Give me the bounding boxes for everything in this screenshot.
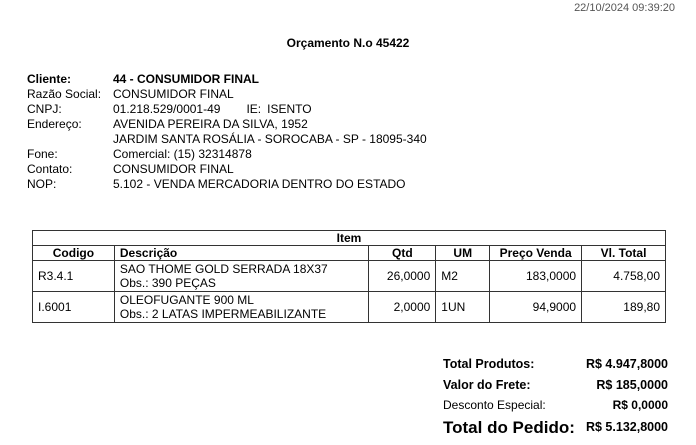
item-qtd: 2,0000	[369, 292, 436, 323]
cnpj-row	[27, 102, 427, 117]
fone-value: Comercial: (15) 32314878	[113, 147, 252, 161]
col-header-codigo: Codigo	[33, 246, 115, 261]
col-header-total: Vl. Total	[582, 246, 666, 261]
col-header-qtd: Qtd	[369, 246, 436, 261]
item-um: M2	[436, 261, 490, 292]
item-total: 189,80	[582, 292, 666, 323]
total-pedido-row	[443, 418, 668, 442]
endereco-label: Endereço:	[27, 117, 82, 131]
razao-social-label: Razão Social:	[27, 87, 102, 101]
valor-frete-label: Valor do Frete:	[443, 378, 531, 392]
contato-value: CONSUMIDOR FINAL	[113, 162, 234, 176]
nop-value: 5.102 - VENDA MERCADORIA DENTRO DO ESTADO	[113, 177, 406, 191]
contato-label: Contato:	[27, 162, 73, 176]
items-group-header-row	[33, 231, 666, 246]
item-descricao: OLEOFUGANTE 900 ML	[119, 293, 254, 307]
client-info	[27, 72, 427, 192]
items-table	[32, 230, 666, 323]
item-qtd: 26,0000	[369, 261, 436, 292]
endereco-row-2	[27, 132, 427, 147]
cnpj-value: 01.218.529/0001-49	[113, 102, 221, 116]
item-obs: Obs.: 2 LATAS IMPERMEABILIZANTE	[119, 307, 327, 321]
fone-label: Fone:	[27, 147, 58, 161]
desconto-especial-label: Desconto Especial:	[443, 398, 546, 412]
item-total: 4.758,00	[582, 261, 666, 292]
col-header-preco: Preço Venda	[490, 246, 582, 261]
total-produtos-value: R$ 4.947,8000	[585, 357, 668, 371]
razao-social-row	[27, 87, 427, 102]
nop-row	[27, 177, 427, 192]
endereco-row	[27, 117, 427, 132]
desconto-especial-value: R$ 0,0000	[612, 398, 668, 412]
cliente-row	[27, 72, 427, 87]
item-descricao-cell	[114, 261, 368, 292]
col-header-descricao: Descrição	[114, 246, 368, 261]
valor-frete-value: R$ 185,0000	[596, 378, 668, 392]
item-descricao: SAO THOME GOLD SERRADA 18X37	[119, 262, 328, 276]
print-timestamp: 22/10/2024 09:39:20	[574, 2, 675, 14]
fone-row	[27, 147, 427, 162]
table-row	[33, 261, 666, 292]
cliente-value: 44 - CONSUMIDOR FINAL	[113, 72, 260, 86]
nop-label: NOP:	[27, 177, 57, 191]
item-preco: 183,0000	[490, 261, 582, 292]
total-produtos-label: Total Produtos:	[443, 357, 535, 371]
endereco-line2: JARDIM SANTA ROSÁLIA - SOROCABA - SP - 18095-340	[113, 132, 427, 146]
total-pedido-label: Total do Pedido:	[443, 418, 575, 437]
cliente-label: Cliente:	[27, 72, 72, 86]
item-preco: 94,9000	[490, 292, 582, 323]
items-group-header: Item	[33, 231, 666, 246]
ie-label: IE:	[246, 102, 262, 116]
cnpj-label: CNPJ:	[27, 102, 62, 116]
item-codigo: R3.4.1	[33, 261, 115, 292]
contato-row	[27, 162, 427, 177]
item-obs: Obs.: 390 PEÇAS	[119, 276, 216, 290]
items-column-header-row	[33, 246, 666, 261]
total-pedido-value: R$ 5.132,8000	[585, 420, 668, 434]
endereco-line1: AVENIDA PEREIRA DA SILVA, 1952	[113, 117, 308, 131]
col-header-um: UM	[436, 246, 490, 261]
item-codigo: I.6001	[33, 292, 115, 323]
razao-social-value: CONSUMIDOR FINAL	[113, 87, 234, 101]
ie-value: ISENTO	[267, 102, 312, 116]
item-um: 1UN	[436, 292, 490, 323]
table-row	[33, 292, 666, 323]
item-descricao-cell	[114, 292, 368, 323]
document-title: Orçamento N.o 45422	[286, 36, 410, 50]
